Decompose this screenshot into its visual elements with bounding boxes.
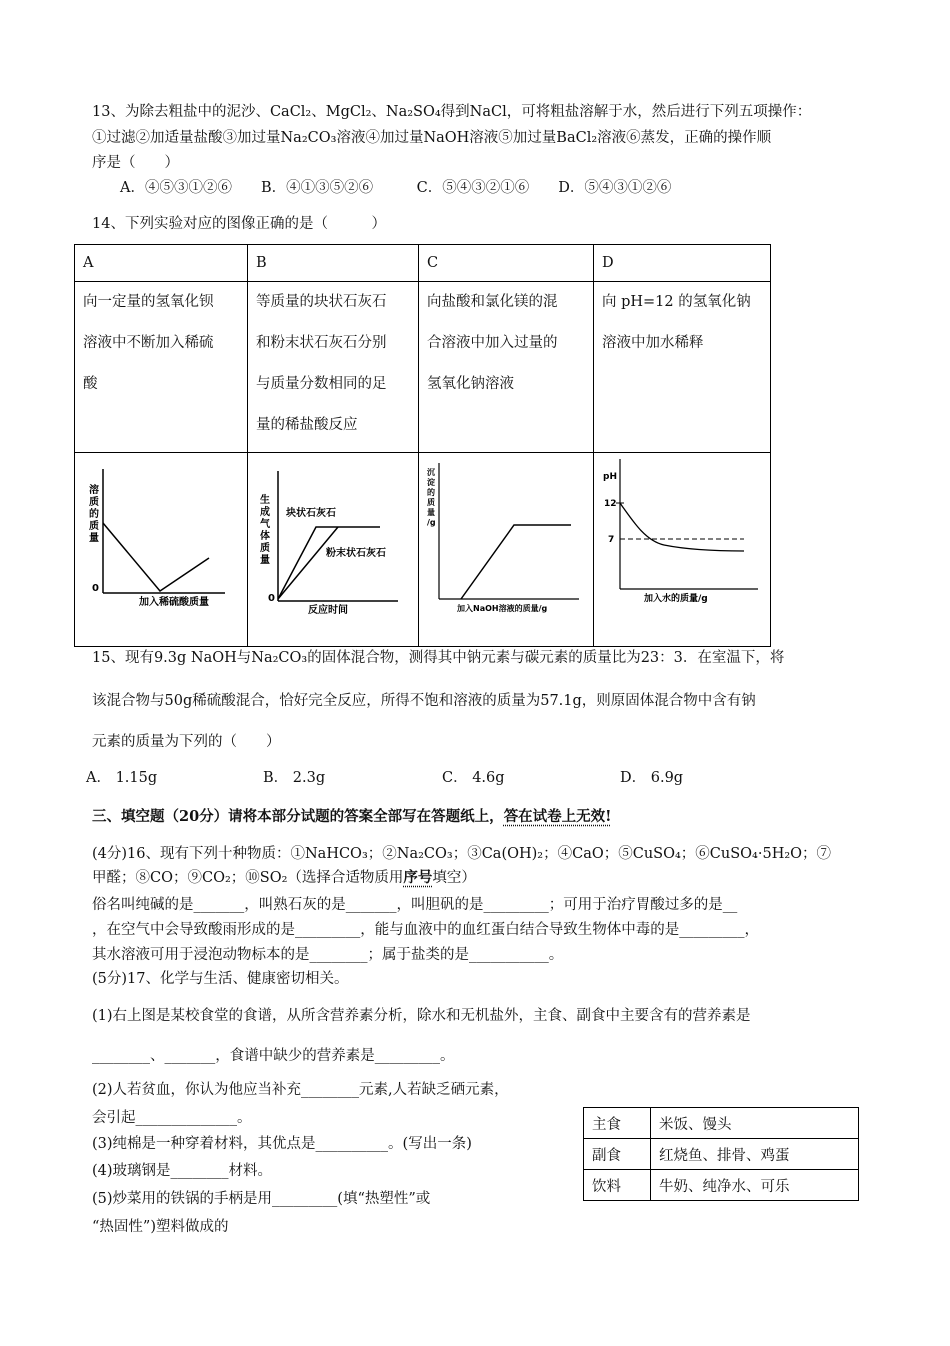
q13-line2: ①过滤②加适量盐酸③加过量Na₂CO₃溶液④加过量NaOH溶液⑤加过量BaCl₂溶液⑥蒸发，正确的操作顺 <box>92 130 772 146</box>
svg-text:质: 质 <box>89 521 99 532</box>
menu-table <box>583 1107 859 1201</box>
q13-line1: 13、为除去粗盐中的泥沙、CaCl₂、MgCl₂、Na₂SO₄得到NaCl，可将粗盐溶解于水，然后进行下列五项操作： <box>92 104 812 120</box>
menu-value: 红烧鱼、排骨、鸡蛋 <box>651 1139 859 1170</box>
svg-text:块状石灰石: 块状石灰石 <box>286 508 336 519</box>
svg-text:的: 的 <box>89 509 99 520</box>
menu-key: 饮料 <box>584 1170 651 1201</box>
menu-key: 主食 <box>584 1108 651 1139</box>
svg-text:的: 的 <box>427 488 435 497</box>
q15-line3: 元素的质量为下列的（ ） <box>92 734 281 750</box>
menu-row <box>584 1108 859 1139</box>
svg-text:质: 质 <box>89 497 99 508</box>
q14-table <box>74 244 771 647</box>
svg-text:加入水的质量/g: 加入水的质量/g <box>644 594 708 604</box>
graph-a <box>75 453 247 629</box>
svg-text:沉: 沉 <box>427 468 435 477</box>
q14-desc-b: 等质量的块状石灰石 和粉末状石灰石分别 与质量分数相同的足 量的稀盐酸反应 <box>248 282 419 453</box>
svg-text:量: 量 <box>260 555 270 566</box>
menu-value: 牛奶、纯净水、可乐 <box>651 1170 859 1201</box>
q17-p2a: (2)人若贫血，你认为他应当补充________元素,人若缺乏硒元素， <box>92 1082 509 1098</box>
q14-header-a: A <box>75 245 248 282</box>
graph-b <box>248 453 418 629</box>
q17-p5b: “热固性”)塑料做成的 <box>92 1219 229 1235</box>
svg-text:pH: pH <box>603 472 617 482</box>
svg-text:淀: 淀 <box>427 478 435 487</box>
svg-text:粉末状石灰石: 粉末状石灰石 <box>326 548 386 559</box>
q16-line4: ，在空气中会导致酸雨形成的是_________，能与血液中的血红蛋白结合导致生物体中毒的是_________， <box>92 922 759 938</box>
q14-title: 14、下列实验对应的图像正确的是（ ） <box>92 216 386 232</box>
q15-line1: 15、现有9.3g NaOH与Na₂CO₃的固体混合物，测得其中钠元素与碳元素的质量比为23：3．在室温下，将 <box>92 650 785 666</box>
svg-text:质: 质 <box>427 498 435 507</box>
q15-option-a: A． 1.15g <box>86 770 158 786</box>
svg-text:气: 气 <box>260 519 270 530</box>
q14-header-c: C <box>419 245 594 282</box>
q17-p5a: (5)炒菜用的铁锅的手柄是用_________(填“热塑性”或 <box>92 1191 431 1207</box>
q16-line3: 俗名叫纯碱的是_______，叫熟石灰的是_______，叫胆矾的是_________；可用于治疗胃酸过多的是__ <box>92 897 738 913</box>
svg-text:加入NaOH溶液的质量/g: 加入NaOH溶液的质量/g <box>457 604 548 613</box>
q17-p3: (3)纯棉是一种穿着材料，其优点是__________。(写出一条) <box>92 1136 472 1152</box>
q17-p1b: ________、_______，食谱中缺少的营养素是_________。 <box>92 1048 455 1064</box>
section3-heading: 三、填空题（20分）请将本部分试题的答案全部写在答题纸上，答在试卷上无效! <box>92 808 612 825</box>
svg-text:0: 0 <box>92 583 99 594</box>
q14-desc-d: 向 pH=12 的氢氧化钠 溶液中加水稀释 <box>594 282 771 453</box>
q17-p4: (4)玻璃钢是________材料。 <box>92 1163 273 1179</box>
q15-option-b: B． 2.3g <box>263 770 326 786</box>
q14-header-b: B <box>248 245 419 282</box>
svg-text:溶: 溶 <box>89 485 99 496</box>
svg-text:加入稀硫酸质量: 加入稀硫酸质量 <box>139 597 209 608</box>
q14-desc-c: 向盐酸和氯化镁的混 合溶液中加入过量的 氢氧化钠溶液 <box>419 282 594 453</box>
q13-options: A．④⑤③①②⑥ B．④①③⑤②⑥ C．⑤④③②①⑥ D．⑤④③①②⑥ <box>120 180 672 196</box>
svg-text:生: 生 <box>260 495 270 506</box>
svg-text:量: 量 <box>89 533 99 544</box>
q14-desc-a: 向一定量的氢氧化钡 溶液中不断加入稀硫 酸 <box>75 282 248 453</box>
q15-line2: 该混合物与50g稀硫酸混合，恰好完全反应，所得不饱和溶液的质量为57.1g，则原固体混合物中含有钠 <box>92 693 756 709</box>
q15-option-c: C． 4.6g <box>442 770 505 786</box>
svg-text:反应时间: 反应时间 <box>308 605 348 616</box>
svg-text:12: 12 <box>604 499 617 509</box>
menu-row <box>584 1139 859 1170</box>
menu-value: 米饭、馒头 <box>651 1108 859 1139</box>
menu-key: 副食 <box>584 1139 651 1170</box>
svg-text:/g: /g <box>427 518 436 527</box>
q17-p1: (1)右上图是某校食堂的食谱，从所含营养素分析，除水和无机盐外，主食、副食中主要含有的营养素是 <box>92 1008 751 1024</box>
q17-p2b: 会引起______________。 <box>92 1110 252 1126</box>
q14-header-d: D <box>594 245 771 282</box>
q17-head: (5分)17、化学与生活、健康密切相关。 <box>92 971 349 987</box>
q16-line5: 其水溶液可用于浸泡动物标本的是________；属于盐类的是___________。 <box>92 947 564 963</box>
graph-c <box>419 453 593 629</box>
q14-graph-a-cell <box>75 453 248 647</box>
q13-line3: 序是（ ） <box>92 155 179 171</box>
graph-d <box>594 453 770 629</box>
q15-option-d: D． 6.9g <box>620 770 684 786</box>
q14-graph-b-cell <box>248 453 419 647</box>
svg-text:成: 成 <box>260 507 270 518</box>
q14-graph-c-cell <box>419 453 594 647</box>
svg-text:0: 0 <box>268 593 275 604</box>
q14-graph-d-cell <box>594 453 771 647</box>
svg-text:体: 体 <box>260 531 270 542</box>
svg-text:量: 量 <box>427 508 435 517</box>
q16-line2: 甲醛；⑧CO；⑨CO₂；⑩SO₂（选择合适物质用序号填空） <box>92 869 476 886</box>
menu-row <box>584 1170 859 1201</box>
svg-text:7: 7 <box>608 535 615 545</box>
q16-line1: (4分)16、现有下列十种物质：①NaHCO₃；②Na₂CO₃；③Ca(OH)₂；④CaO；⑤CuSO₄；⑥CuSO₄·5H₂O；⑦ <box>92 846 832 862</box>
svg-text:质: 质 <box>260 543 270 554</box>
